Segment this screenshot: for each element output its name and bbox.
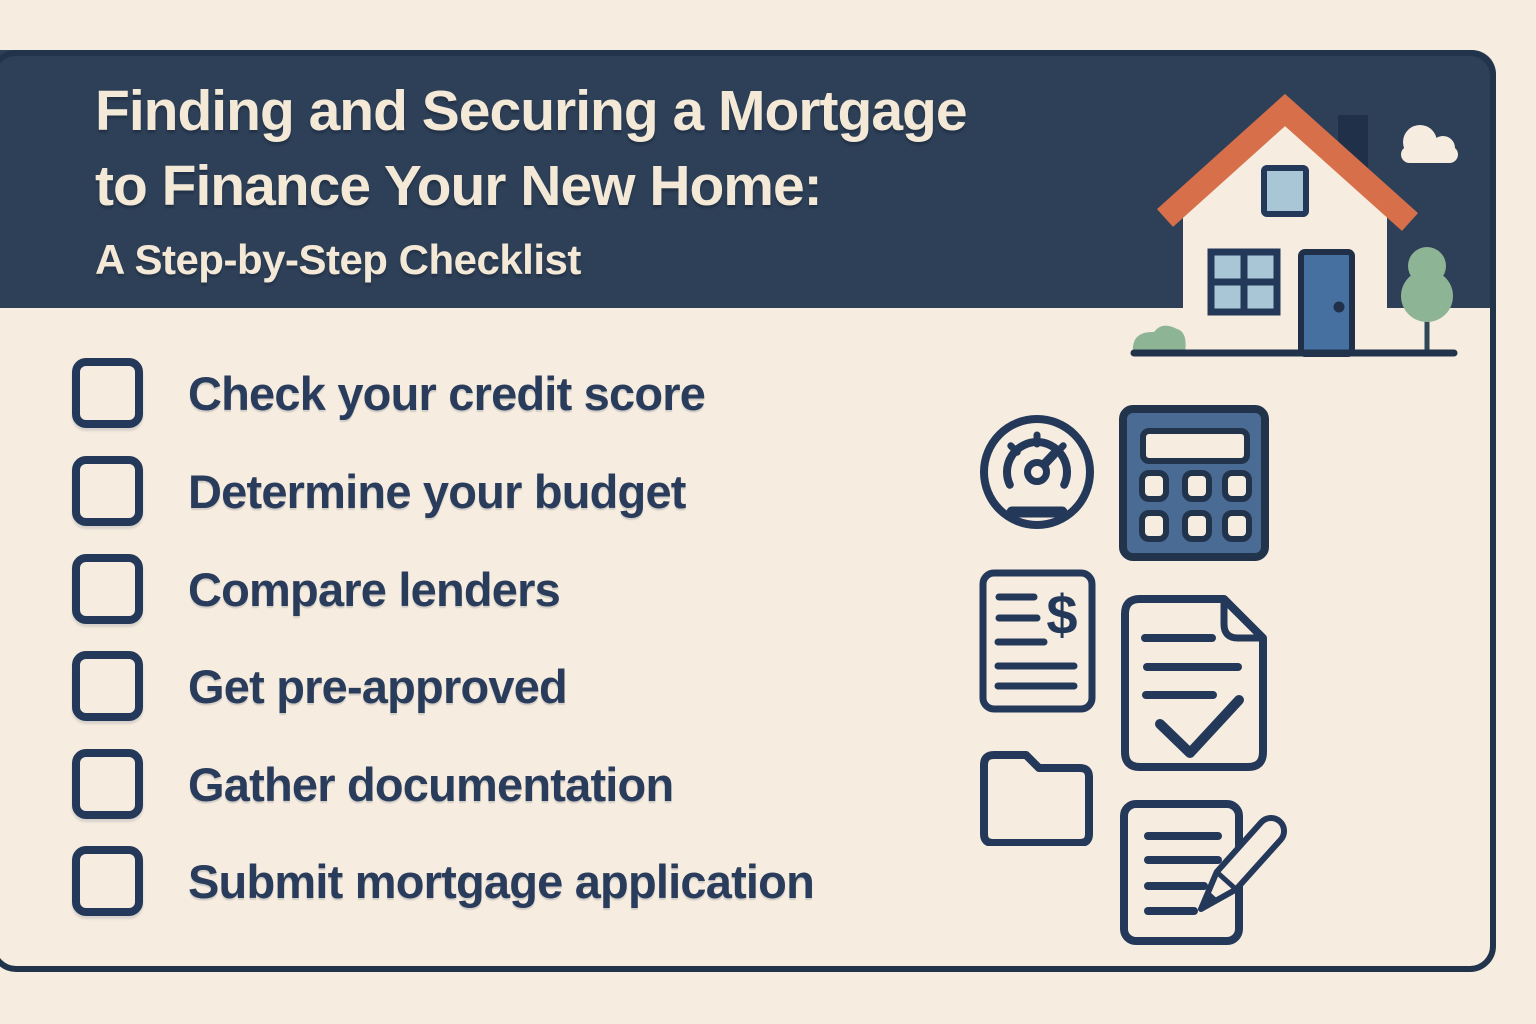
checklist-item-label: Gather documentation (188, 757, 674, 811)
header-text-block (95, 74, 967, 284)
folder-icon (976, 746, 1096, 846)
page-subtitle: A Step-by-Step Checklist (95, 236, 581, 284)
lower-window (1211, 252, 1277, 312)
checklist-item-label: Determine your budget (188, 464, 686, 518)
attic-window (1264, 168, 1306, 214)
document-check-icon (1120, 594, 1270, 774)
checklist-item-label: Check your credit score (188, 366, 706, 420)
calculator-display (1143, 431, 1247, 461)
checkbox-submit-application[interactable] (72, 846, 143, 916)
checkbox-documentation[interactable] (72, 749, 143, 819)
title-line-1: Finding and Securing a Mortgage (95, 79, 967, 143)
page-title (95, 74, 967, 224)
house-illustration (1120, 60, 1536, 360)
speedometer-icon (975, 410, 1099, 536)
checklist-row (72, 846, 814, 916)
bush (1133, 326, 1186, 353)
document-pencil-icon (1118, 799, 1296, 947)
cloud-icon (1401, 125, 1458, 163)
checkbox-compare-lenders[interactable] (72, 554, 143, 624)
calculator-icon (1118, 404, 1270, 562)
checklist-row (72, 554, 560, 624)
invoice-dollar-icon (978, 568, 1097, 714)
checklist-row (72, 358, 705, 428)
checklist-row (72, 749, 673, 819)
tree (1401, 247, 1453, 352)
checklist-row (72, 651, 567, 721)
door-knob (1334, 302, 1345, 313)
checklist-row (72, 456, 686, 526)
checklist-item-label: Get pre-approved (188, 659, 567, 713)
checkbox-pre-approved[interactable] (72, 651, 143, 721)
checkbox-budget[interactable] (72, 456, 143, 526)
checklist-item-label: Submit mortgage application (188, 854, 815, 908)
title-line-2: to Finance Your New Home: (95, 154, 822, 219)
door (1301, 252, 1352, 354)
checkbox-credit-score[interactable] (72, 358, 143, 428)
dollar-glyph: $ (1046, 583, 1078, 646)
checklist-item-label: Compare lenders (188, 562, 560, 616)
